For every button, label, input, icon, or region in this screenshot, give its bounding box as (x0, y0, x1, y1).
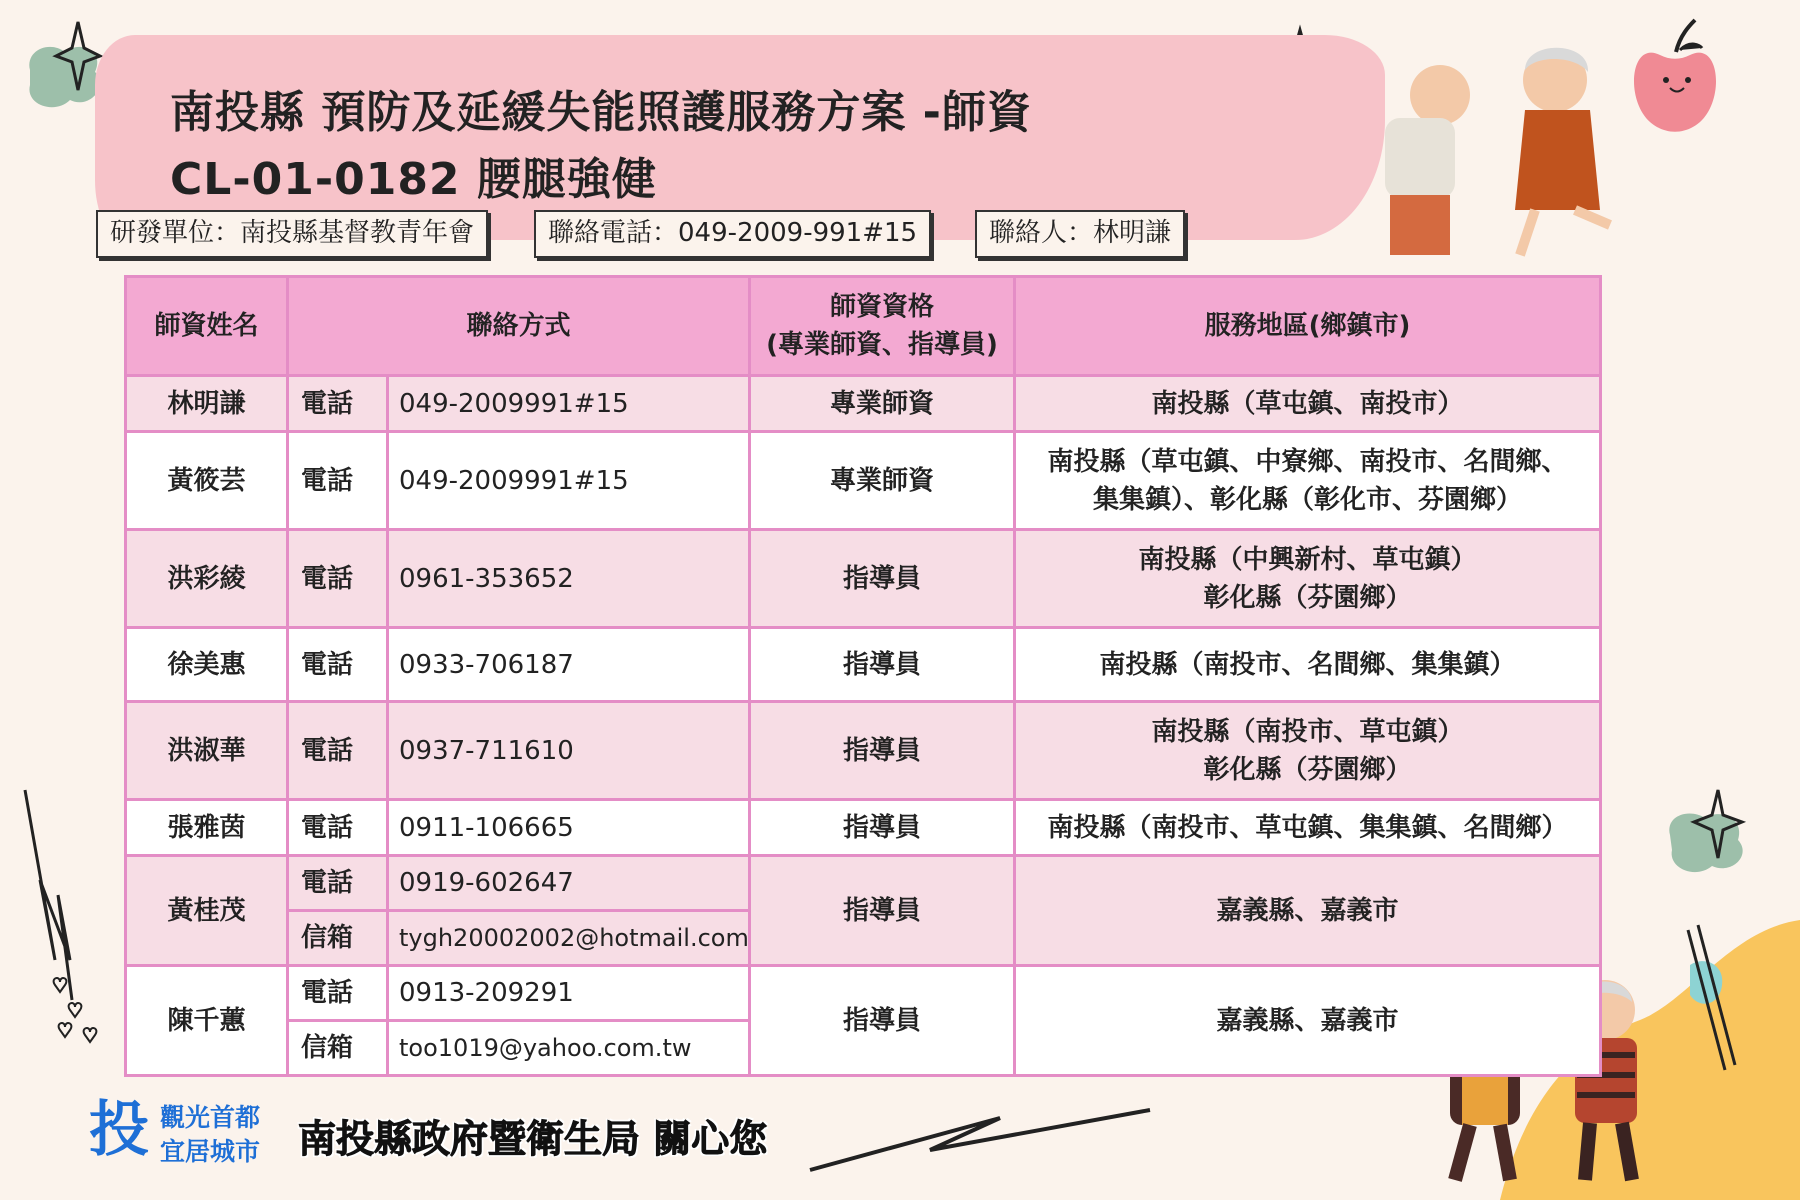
email-value: tygh20002002@hotmail.com (388, 911, 750, 966)
service-area (1015, 432, 1601, 530)
qualification: 專業師資 (750, 376, 1015, 432)
service-area-line: 彰化縣（芬園鄉） (1203, 582, 1412, 613)
contact-type: 電話 (288, 856, 388, 911)
phone-label: 聯絡電話： (548, 218, 679, 248)
dev-unit-label: 研發單位： (110, 218, 241, 248)
contact-type: 信箱 (288, 911, 388, 966)
elderly-couple-illustration-top (1385, 48, 1610, 255)
contact-type: 電話 (288, 376, 388, 432)
instructor-name: 林明謙 (126, 376, 288, 432)
phone-number: 0913-209291 (388, 966, 750, 1021)
phone-box (534, 210, 931, 258)
table-row (126, 856, 1601, 911)
phone-number: 0937-711610 (388, 702, 750, 800)
header-qualification-line2: (專業師資、指導員) (766, 330, 998, 360)
instructor-name: 陳千蕙 (126, 966, 288, 1076)
service-area-line: 集集鎮）、彰化縣（彰化市、芬園鄉） (1093, 484, 1523, 515)
phone-number: 0933-706187 (388, 628, 750, 702)
dev-unit-value: 南投縣基督教青年會 (240, 218, 475, 248)
phone-number: 0911-106665 (388, 800, 750, 856)
slogan-line1: 觀光首都 (160, 1103, 261, 1132)
qualification: 指導員 (750, 702, 1015, 800)
header-qualification (750, 277, 1015, 376)
service-area-line: 南投縣（南投市、草屯鎮） (1151, 716, 1464, 747)
contact-type: 電話 (288, 702, 388, 800)
table-row (126, 800, 1601, 856)
service-area (1015, 800, 1601, 856)
table-row (126, 530, 1601, 628)
contact-type: 電話 (288, 628, 388, 702)
service-area-line: 南投縣（草屯鎮、中寮鄉、南投市、名間鄉、 (1047, 446, 1568, 477)
service-area (1015, 376, 1601, 432)
service-area-line: 南投縣（中興新村、草屯鎮） (1138, 544, 1477, 575)
table-row (126, 702, 1601, 800)
email-value: too1019@yahoo.com.tw (388, 1021, 750, 1076)
service-area (1015, 856, 1601, 966)
instructor-name: 洪淑華 (126, 702, 288, 800)
service-area-line: 南投縣（草屯鎮、南投市） (1151, 388, 1464, 419)
contact-type: 信箱 (288, 1021, 388, 1076)
instructor-name: 張雅茵 (126, 800, 288, 856)
contact-person-label: 聯絡人： (989, 218, 1094, 248)
service-area-line: 嘉義縣、嘉義市 (1216, 895, 1399, 926)
header-qualification-line1: 師資資格 (830, 292, 935, 322)
service-area-line: 嘉義縣、嘉義市 (1216, 1005, 1399, 1036)
service-area (1015, 966, 1601, 1076)
page-title: 南投縣 預防及延緩失能照護服務方案 -師資 (170, 87, 1032, 138)
qualification: 指導員 (750, 856, 1015, 966)
contact-type: 電話 (288, 432, 388, 530)
instructor-name: 徐美惠 (126, 628, 288, 702)
course-code-title: CL-01-0182 腰腿強健 (170, 154, 657, 205)
table-row (126, 966, 1601, 1021)
phone-number: 0919-602647 (388, 856, 750, 911)
service-area-line: 彰化縣（芬園鄉） (1203, 754, 1412, 785)
instructor-name: 黃桂茂 (126, 856, 288, 966)
dev-unit-box (96, 210, 488, 258)
qualification: 指導員 (750, 966, 1015, 1076)
phone-value: 049-2009-991#15 (678, 218, 918, 248)
qualification: 指導員 (750, 800, 1015, 856)
table-row (126, 376, 1601, 432)
phone-number: 049-2009991#15 (388, 376, 750, 432)
phone-number: 0961-353652 (388, 530, 750, 628)
service-area (1015, 628, 1601, 702)
qualification: 指導員 (750, 628, 1015, 702)
footer-message: 南投縣政府暨衛生局 關心您 (298, 1117, 768, 1161)
service-area (1015, 702, 1601, 800)
contact-type: 電話 (288, 530, 388, 628)
green-blob-top-left (29, 47, 100, 107)
phone-number: 049-2009991#15 (388, 432, 750, 530)
instructor-table (124, 275, 1602, 1077)
contact-type: 電話 (288, 966, 388, 1021)
header-name: 師資姓名 (126, 277, 288, 376)
hearts-icon (54, 978, 97, 1042)
service-area-line: 南投縣（南投市、草屯鎮、集集鎮、名間鄉） (1047, 812, 1568, 843)
qualification: 指導員 (750, 530, 1015, 628)
instructor-name: 黃筱芸 (126, 432, 288, 530)
slogan-line2: 宜居城市 (160, 1137, 261, 1166)
zigzag-line-bottom (810, 1110, 1150, 1170)
instructor-name: 洪彩綾 (126, 530, 288, 628)
contact-person-value: 林明謙 (1093, 218, 1172, 248)
apple-icon (1634, 20, 1716, 132)
qualification: 專業師資 (750, 432, 1015, 530)
header-service-area: 服務地區(鄉鎮市) (1015, 277, 1601, 376)
contact-person-box (975, 210, 1185, 258)
table-row (126, 628, 1601, 702)
header-contact: 聯絡方式 (288, 277, 750, 376)
service-area (1015, 530, 1601, 628)
county-logo-icon: 投 (89, 1095, 149, 1165)
table-header-row (126, 277, 1601, 376)
zigzag-line-left (25, 790, 72, 1000)
table-row (126, 432, 1601, 530)
green-blob-right (1669, 813, 1742, 872)
service-area-line: 南投縣（南投市、名間鄉、集集鎮） (1099, 649, 1516, 680)
contact-type: 電話 (288, 800, 388, 856)
